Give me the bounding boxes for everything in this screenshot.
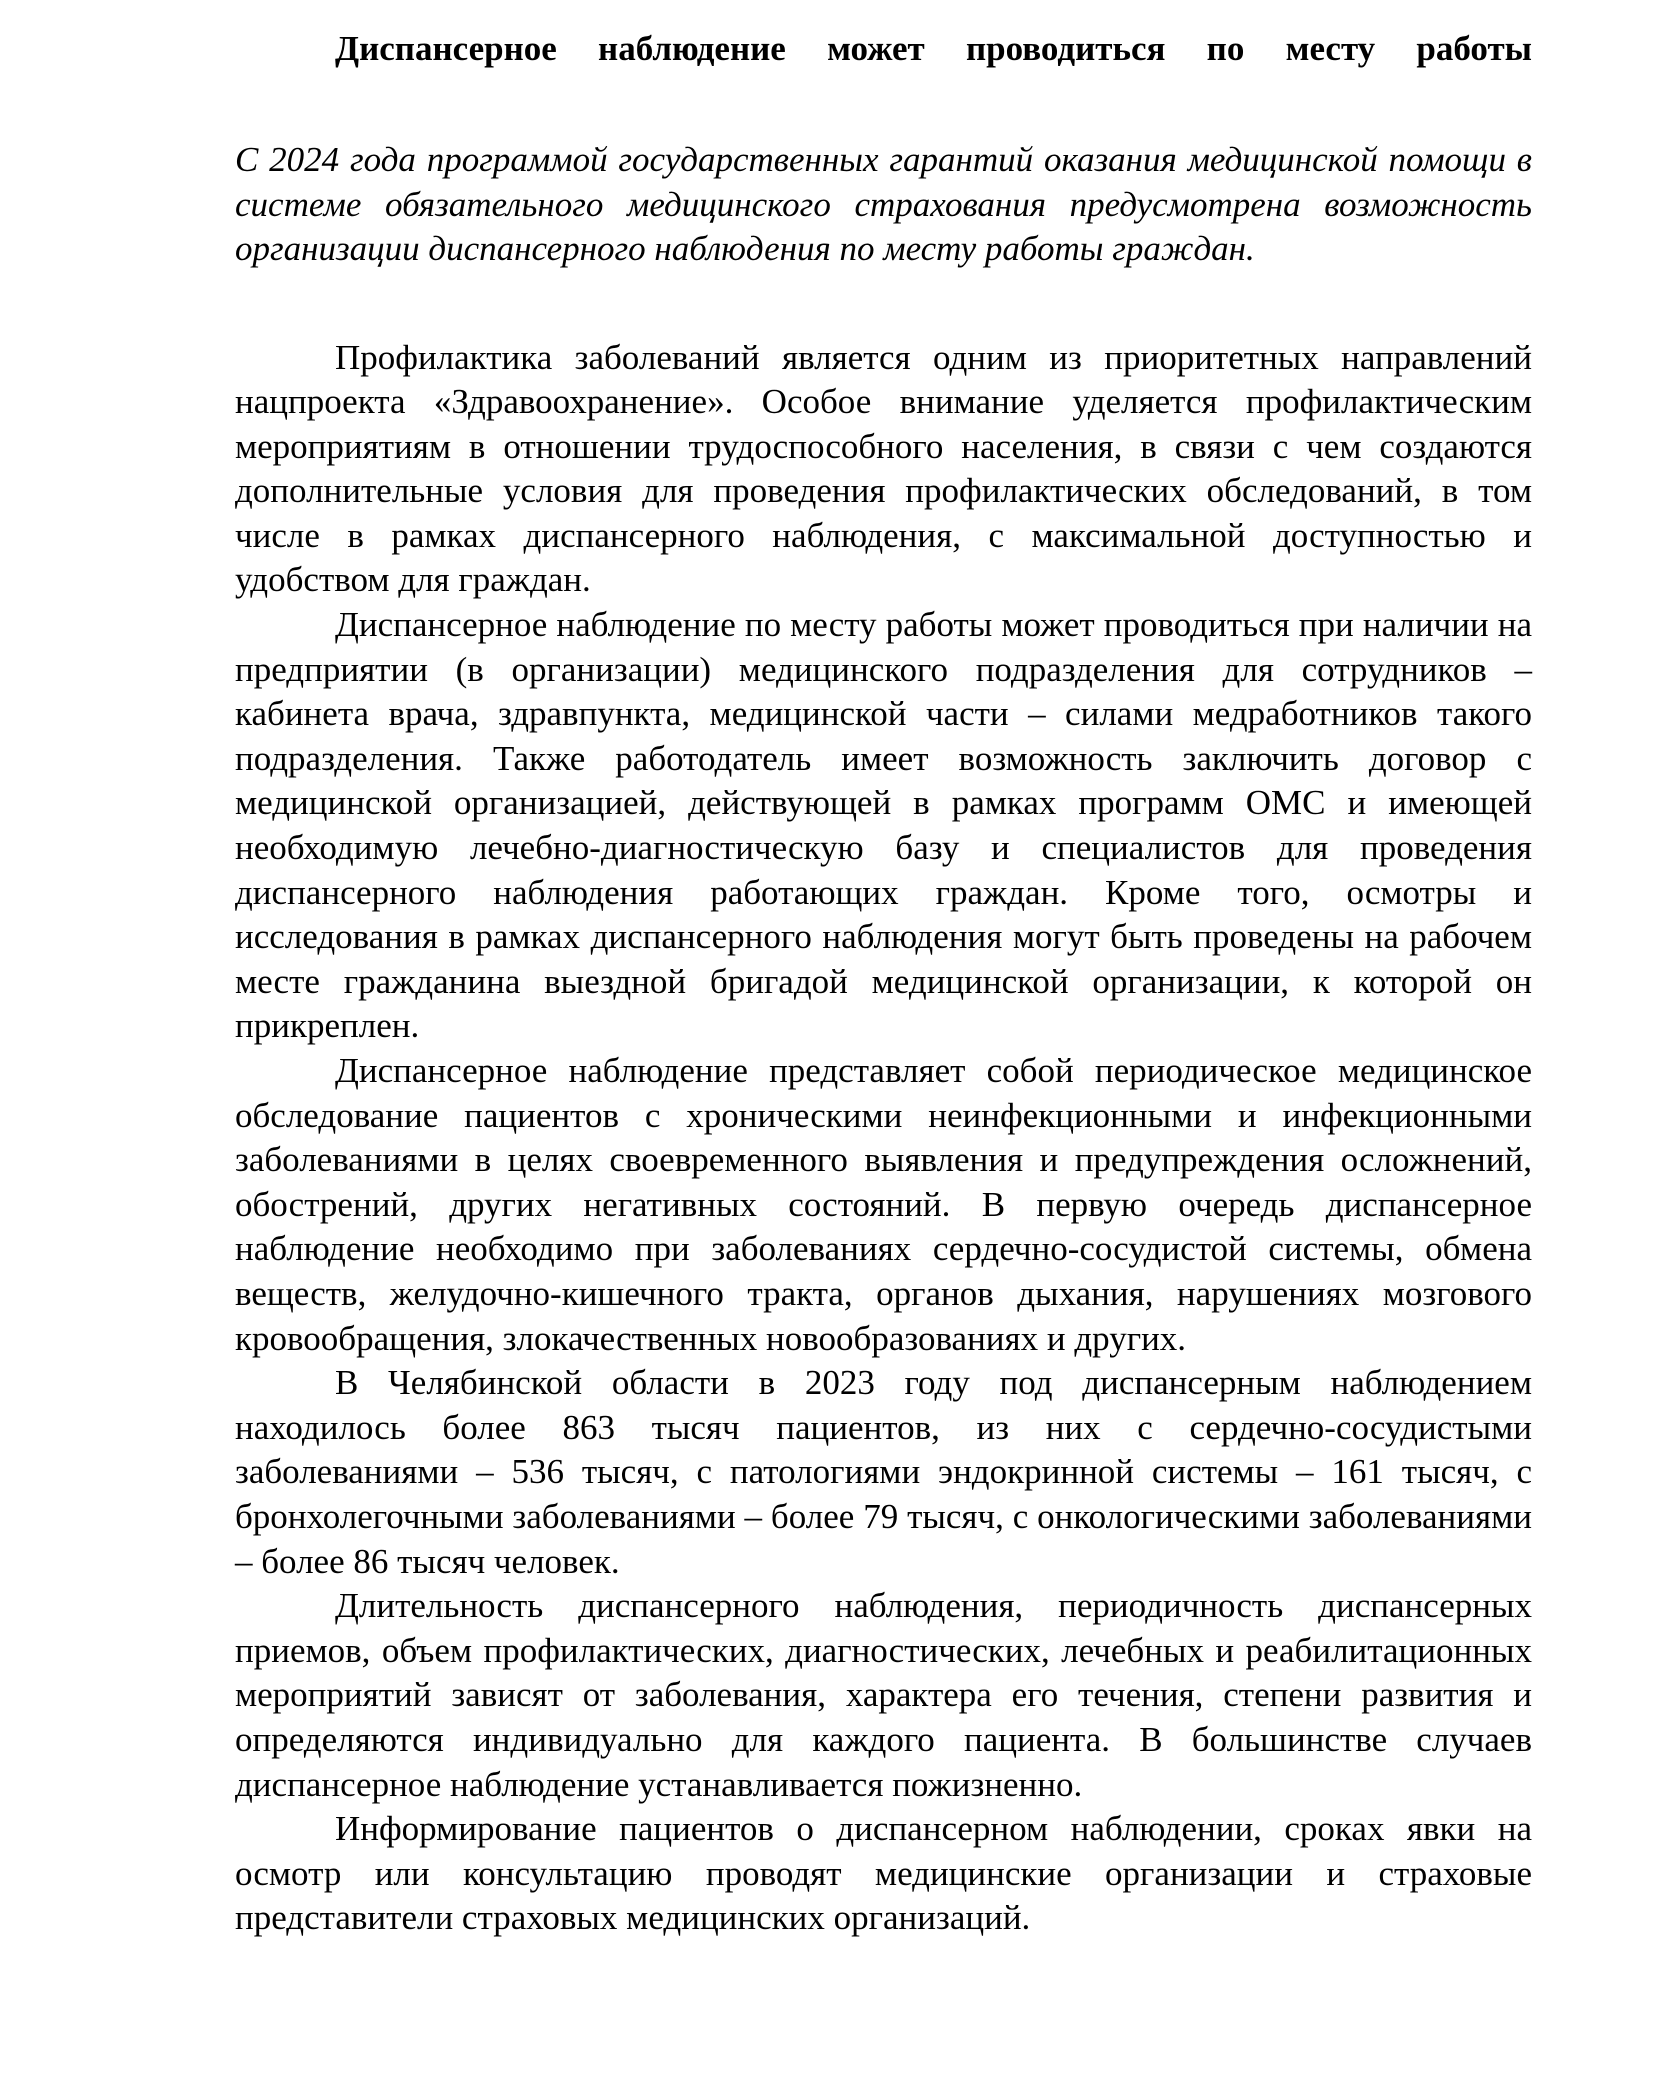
paragraph-definition: Диспансерное наблюдение представляет собой периодическое медицинское обследование пациентов с хроническими неинфекционными и инфекционными заболеваниями в целях своевременного выявления и предупреждения осложнений, обострений, других негативных состояний. В первую очередь диспансерное наблюдение необходимо при заболеваниях сердечно-сосудистой системы, обмена веществ, желудочно-кишечного тракта, органов дыхания, нарушениях мозгового кровообращения, злокачественных новообразованиях и других. xyxy=(235,1051,1532,1358)
paragraph-prevention: Профилактика заболеваний является одним из приоритетных направлений нацпроекта «Здравоохранение». Особое внимание уделяется профилактическим мероприятиям в отношении трудоспособного населения, в связи с чем создаются дополнительные условия для проведения профилактических обследований, в том числе в рамках диспансерного наблюдения, с максимальной доступностью и удобством для граждан. xyxy=(235,337,1532,600)
document-title: Диспансерное наблюдение может проводиться по месту работы xyxy=(335,29,1532,68)
document-page xyxy=(235,0,1532,1941)
paragraph-duration: Длительность диспансерного наблюдения, периодичность диспансерных приемов, объем профилактических, диагностических, лечебных и реабилитационных мероприятий зависят от заболевания, характера его течения, степени развития и определяются индивидуально для каждого пациента. В большинстве случаев диспансерное наблюдение устанавливается пожизненно. xyxy=(235,1586,1532,1804)
document-body xyxy=(235,336,1532,1941)
paragraph-statistics: В Челябинской области в 2023 году под диспансерным наблюдением находилось более 863 тысяч пациентов, из них с сердечно-сосудистыми заболеваниями – 536 тысяч, с патологиями эндокринной системы – 161 тысяч, с бронхолегочными заболеваниями – более 79 тысяч, с онкологическими заболеваниями – более 86 тысяч человек. xyxy=(235,1363,1532,1581)
paragraph-workplace: Диспансерное наблюдение по месту работы может проводиться при наличии на предприятии (в организации) медицинского подразделения для сотрудников – кабинета врача, здравпункта, медицинской части – силами медработников такого подразделения. Также работодатель имеет возможность заключить договор с медицинской организацией, действующей в рамках программ ОМС и имеющей необходимую лечебно-диагностическую базу и специалистов для проведения диспансерного наблюдения работающих граждан. Кроме того, осмотры и исследования в рамках диспансерного наблюдения могут быть проведены на рабочем месте гражданина выездной бригадой медицинской организации, к которой он прикреплен. xyxy=(235,605,1532,1046)
lead-paragraph: С 2024 года программой государственных гарантий оказания медицинской помощи в системе обязательного медицинского страхования предусмотрена возможность организации диспансерного наблюдения по месту работы граждан. xyxy=(235,140,1532,268)
paragraph-informing: Информирование пациентов о диспансерном наблюдении, сроках явки на осмотр или консультацию проводят медицинские организации и страховые представители страховых медицинских организаций. xyxy=(235,1809,1532,1938)
